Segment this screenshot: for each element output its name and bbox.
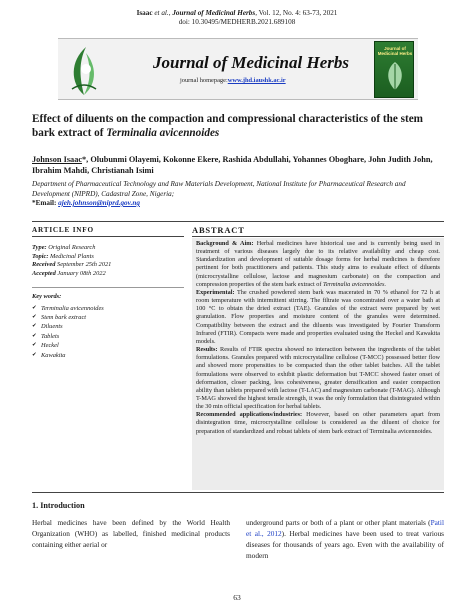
keywords-heading: Key words: [32, 293, 62, 300]
author-list [32, 154, 442, 176]
article-info-divider [32, 287, 184, 288]
homepage-link[interactable]: www.jhd.iaushk.ac.ir [227, 77, 286, 84]
section-divider [32, 221, 444, 222]
article-type: Type: Original Research [32, 244, 96, 251]
keyword-item: ✔ Stem bark extract [32, 313, 184, 322]
affiliation: Department of Pharmaceutical Technology and Raw Materials Development, National Institute for Pharmaceutical Research and Development (NIPRD), Cadastral Zone, Nigeria; [32, 180, 406, 198]
first-author: Johnson Isaac [32, 155, 83, 164]
keywords-list [32, 304, 184, 360]
homepage-label: journal homepage: [180, 77, 228, 84]
journal-homepage [180, 77, 286, 84]
introduction-heading: 1. Introduction [32, 501, 85, 510]
keywords-section [32, 293, 184, 360]
paper-title-main: Effect of diluents on the compaction and compressional characteristics of the stem bark extract of [32, 113, 423, 139]
leaf-icon [385, 60, 405, 92]
doi: doi: 10.30495/MEDHERB.2021.689108 [178, 18, 296, 26]
keyword-item: ✔ Diluents [32, 322, 184, 331]
received-date: Received September 25th 2021 [32, 261, 112, 269]
keyword-item: ✔ Heckel [32, 341, 184, 350]
article-topic: Topic: Medicinal Plants [32, 252, 94, 260]
abstract-divider [192, 236, 444, 237]
journal-logo-icon [64, 43, 104, 97]
journal-banner [58, 38, 418, 100]
citation-volume: , Vol. 12, No. 4: 63-73, 2021 [255, 9, 338, 17]
accepted-date: Accepted January 08th 2022 [32, 269, 106, 277]
abstract-recommendations: Recommended applications/industries: However, based on other parameters apart from disintegration time, microcrystalline cellulose is considered as the diluent of choice for preparation of standardized and robust tablets of stem bark extract of Terminalia avicennoides. [196, 411, 440, 435]
abstract-background: Background & Aim: Herbal medicines have historical use and is currently being used in treatment of various diseases largely due to its relative availability and cheap cost. Standardization and development of suitable dosage forms for herbal medicines is therefore pertinent for both practitioners and patients. This study aims to evaluate effect of diluents (microcrystalline cellulose, lactose and magnesium carbonate) on the compaction and compression properties of the stem bark extract of Terminalia avicennoides. [196, 240, 440, 288]
citation-journal: Journal of Medicinal Herbs [170, 9, 256, 17]
page-number: 63 [233, 593, 241, 602]
intro-column-left: Herbal medicines have been defined by the World Health Organization (WHO) as labelled, finished medicinal products containing either aerial or [32, 518, 230, 549]
article-info-divider [32, 236, 184, 237]
paper-title-species: Terminalia avicennoides [106, 127, 220, 139]
abstract-experimental: Experimental: The crushed powdered stem bark was macerated in 70 % ethanol for 72 h at room temperature with intermittent stirring. The filtrate was concentrated over a water bath at 100 °C to obtain the dried extract (TAE). Granules of the extract were prepared by wet granulation. Flow properties and moisture content of the granules were determined. Compatibility between the extract and the diluents was investigated by Fourier Transform Infrared (FTIR). Compacts were made and properties evaluated using the Heckel and Kawakita models. [196, 288, 440, 345]
citation-link[interactable]: Patil et al., 2012 [246, 518, 444, 538]
corresponding-email [32, 199, 140, 207]
journal-cover-image [374, 41, 414, 98]
abstract-results: Results: Results of FTIR spectra showed no interaction between the ingredients of the tablet formulations. Granules prepared with microcrystalline cellulose (T-MCC) possessed better flow and showed more propensities to be compacted than the other tablet batches. All the tablet formulations were observed to exhibit plastic deformation but T-MCC showed faster onset of deformation, closer packing, less cohesiveness, greater densification and easier compaction ability than tablets prepared with lactose (T-LAC) and magnesium carbonate (T-MAG). Although T-MAG showed the highest tensile strength, it was the only formulation that disintegrated within the 30 min official specification for herbal tablets. [196, 346, 440, 411]
other-authors: *, Olubunmi Olayemi, Kokonne Ekere, Rashida Abdullahi, Yohannes Oboghare, John Judith John, Ibrahim Mahdi, Christianah Isimi [32, 155, 433, 175]
paper-title [32, 112, 442, 140]
keyword-item: ✔ Terminalia avicennoides [32, 304, 184, 313]
article-info-heading: ARTICLE INFO [32, 226, 94, 234]
abstract-heading: ABSTRACT [192, 225, 245, 235]
article-info [32, 244, 184, 278]
citation-etal: et al., [152, 9, 171, 17]
email-label: *Email: [32, 199, 59, 207]
email-link[interactable]: ajeh.johnson@niprd.gov.ng [58, 199, 140, 207]
keyword-item: ✔ Kawakita [32, 351, 184, 360]
journal-title: Journal of Medicinal Herbs [153, 53, 349, 72]
abstract-body [192, 238, 444, 490]
section-divider [32, 492, 444, 493]
keyword-item: ✔ Tablets [32, 332, 184, 341]
cover-title: Journal of Medicinal Herbs [377, 46, 413, 56]
citation-header [0, 9, 474, 27]
intro-column-right: underground parts or both of a plant or other plant materials (Patil et al., 2012). Herbal medicines have been used to treat various diseases for thousands of years ago. Even with the availability of modern [246, 518, 444, 560]
citation-author: Isaac [136, 9, 153, 17]
